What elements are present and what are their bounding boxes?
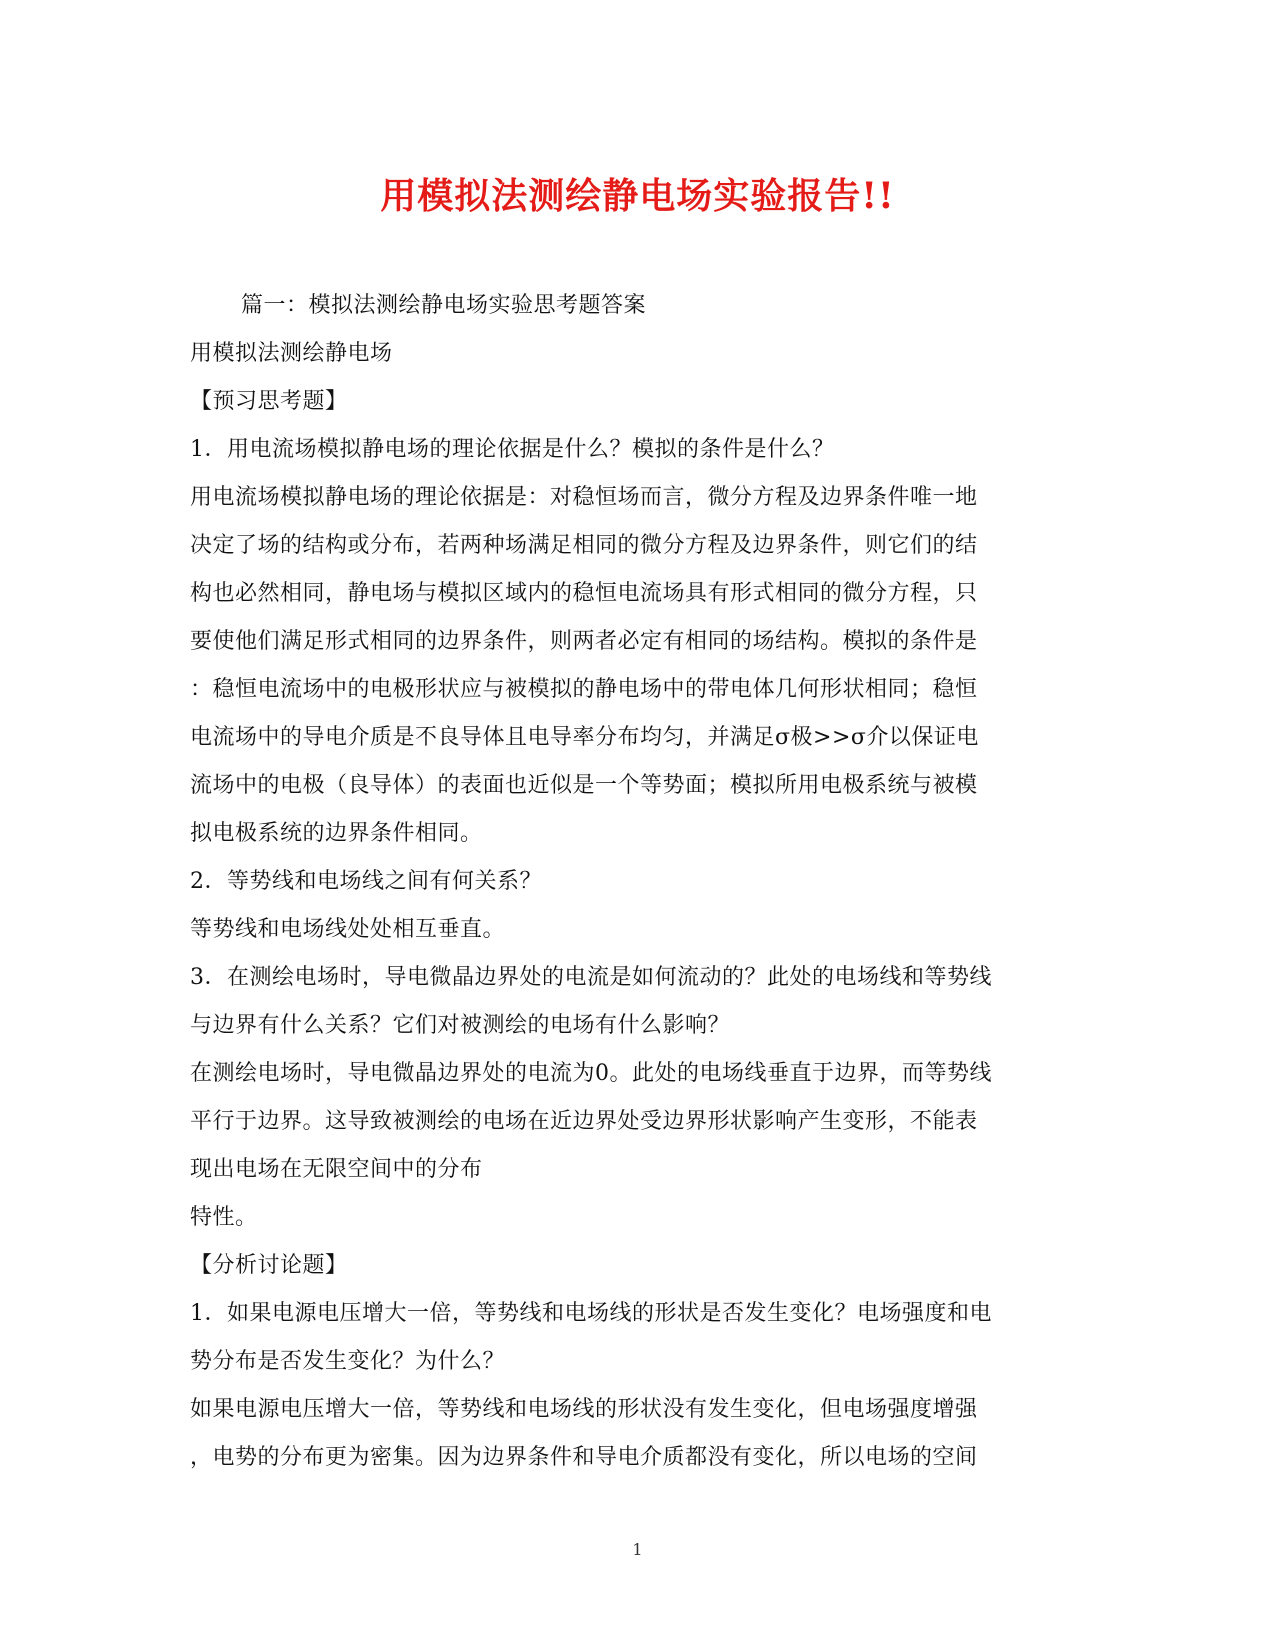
answer-1-line: 决定了场的结构或分布，若两种场满足相同的微分方程及边界条件，则它们的结 bbox=[190, 533, 978, 558]
answer-3-line: 特性。 bbox=[190, 1205, 258, 1230]
section-heading: 篇一：模拟法测绘静电场实验思考题答案 bbox=[241, 293, 647, 318]
answer-1-line: ：稳恒电流场中的电极形状应与被模拟的静电场中的带电体几何形状相同；稳恒 bbox=[190, 677, 978, 702]
question-1: 1．用电流场模拟静电场的理论依据是什么？模拟的条件是什么？ bbox=[190, 437, 835, 462]
answer-1-line: 要使他们满足形式相同的边界条件，则两者必定有相同的场结构。模拟的条件是 bbox=[190, 629, 978, 654]
question-2: 2．等势线和电场线之间有何关系？ bbox=[190, 869, 542, 894]
answer-2: 等势线和电场线处处相互垂直。 bbox=[190, 917, 506, 942]
preview-questions-heading: 【预习思考题】 bbox=[190, 389, 348, 414]
discussion-question-1: 1．如果电源电压增大一倍，等势线和电场线的形状是否发生变化？电场强度和电 bbox=[190, 1301, 992, 1326]
answer-3-line: 在测绘电场时，导电微晶边界处的电流为0。此处的电场线垂直于边界，而等势线 bbox=[190, 1061, 992, 1086]
document-body bbox=[190, 282, 1080, 1482]
discussion-answer-1-line: 如果电源电压增大一倍，等势线和电场线的形状没有发生变化，但电场强度增强 bbox=[190, 1397, 978, 1422]
question-3: 与边界有什么关系？它们对被测绘的电场有什么影响？ bbox=[190, 1013, 731, 1038]
answer-1-line: 电流场中的导电介质是不良导体且电导率分布均匀，并满足σ极>>σ介以保证电 bbox=[190, 725, 979, 750]
discussion-answer-1-line: ，电势的分布更为密集。因为边界条件和导电介质都没有变化，所以电场的空间 bbox=[190, 1445, 978, 1470]
answer-1-line: 拟电极系统的边界条件相同。 bbox=[190, 821, 483, 846]
answer-3-line: 现出电场在无限空间中的分布 bbox=[190, 1157, 483, 1182]
subtitle: 用模拟法测绘静电场 bbox=[190, 341, 393, 366]
answer-1-line: 流场中的电极（良导体）的表面也近似是一个等势面；模拟所用电极系统与被模 bbox=[190, 773, 978, 798]
discussion-heading: 【分析讨论题】 bbox=[190, 1253, 348, 1278]
discussion-question-1: 势分布是否发生变化？为什么？ bbox=[190, 1349, 506, 1374]
page-title: 用模拟法测绘静电场实验报告!! bbox=[380, 175, 895, 217]
question-3: 3．在测绘电场时，导电微晶边界处的电流是如何流动的？此处的电场线和等势线 bbox=[190, 965, 992, 990]
page-number: 1 bbox=[632, 1540, 643, 1559]
answer-3-line: 平行于边界。这导致被测绘的电场在近边界处受边界形状影响产生变形，不能表 bbox=[190, 1109, 978, 1134]
answer-1-line: 构也必然相同，静电场与模拟区域内的稳恒电流场具有形式相同的微分方程，只 bbox=[190, 581, 978, 606]
answer-1-line: 用电流场模拟静电场的理论依据是：对稳恒场而言，微分方程及边界条件唯一地 bbox=[190, 485, 978, 510]
